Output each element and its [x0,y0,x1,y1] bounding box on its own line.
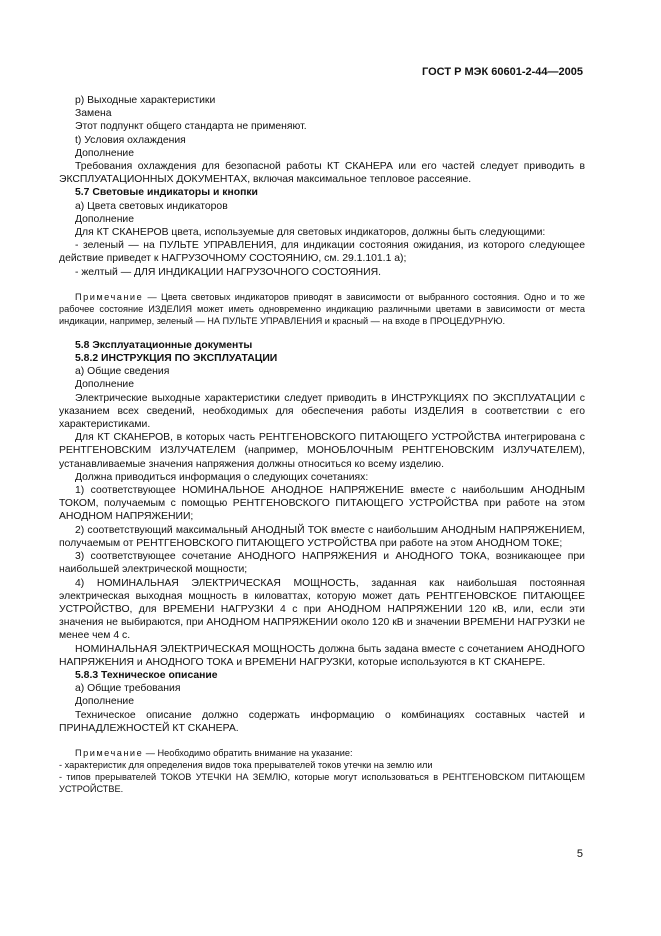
note-text: — Необходимо обратить внимание на указание: [143,747,353,758]
section-heading-5-8-3: 5.8.3 Техническое описание [75,669,218,681]
paragraph: а) Общие требования [75,683,181,695]
paragraph: - зеленый — на ПУЛЬТЕ УПРАВЛЕНИЯ, для индикации состояния ожидания, из которого следующее действие приведет к НАГРУЗОЧНОМУ СОСТОЯНИЮ, см. 29.1.101.1 а); [59,240,585,265]
paragraph: Для КТ СКАНЕРОВ, в которых часть РЕНТГЕНОВСКОГО ПИТАЮЩЕГО УСТРОЙСТВА интегрирована с РЕНТГЕНОВСКИМ ИЗЛУЧАТЕЛЕМ (например, МОНОБЛОЧНЫМ РЕНТГЕНОВСКИМ ИЗЛУЧАТЕЛЕМ), устанавливаемые значения напряжения должны относиться ко всему изделию. [59,432,585,470]
document-header: ГОСТ Р МЭК 60601-2-44—2005 [422,66,583,78]
paragraph: Этот подпункт общего стандарта не применяют. [75,121,307,133]
list-item: 4) НОМИНАЛЬНАЯ ЭЛЕКТРИЧЕСКАЯ МОЩНОСТЬ, заданная как наибольшая постоянная электрическая выходная мощность в киловаттах, которую может дать РЕНТГЕНОВСКОЕ ПИТАЮЩЕЕ УСТРОЙСТВО, для ВРЕМЕНИ НАГРУЗКИ 4 с при АНОДНОМ НАПРЯЖЕНИИ 120 кВ, или, если эти значения не выбираются, при АНОДНОМ НАПРЯЖЕНИИ около 120 кВ и значении ВРЕМЕНИ НАГРУЗКИ не менее чем 4 с. [59,577,585,642]
paragraph: Замена [75,108,112,120]
paragraph: Дополнение [75,213,135,225]
paragraph: Электрические выходные характеристики следует приводить в ИНСТРУКЦИЯХ ПО ЭКСПЛУАТАЦИИ с указанием всех сведений, необходимых для обеспечения работы ИЗДЕЛИЯ в соответствии с его характеристиками. [59,392,585,431]
list-item: 1) соответствующее НОМИНАЛЬНОЕ АНОДНОЕ НАПРЯЖЕНИЕ вместе с наибольшим АНОДНЫМ ТОКОМ, получаемым с помощью РЕНТГЕНОВСКОГО ПИТАЮЩЕГО УСТРОЙСТВА при работе на этом АНОДНОМ НАПРЯЖЕНИИ; [59,485,585,523]
paragraph: Дополнение [75,696,135,708]
page-number: 5 [576,848,583,860]
paragraph: Техническое описание должно содержать информацию о комбинациях составных частей и ПРИНАДЛЕЖНОСТЕЙ КТ СКАНЕРА. [59,709,585,734]
paragraph: Для КТ СКАНЕРОВ цвета, используемые для световых индикаторов, должны быть следующими: [75,227,546,239]
note-text: — Цвета световых индикаторов приводят в зависимости от выбранного состояния. Одно и то же рабочее состояние ИЗДЕЛИЯ может иметь одновременно индикацию различными цветами в зависимости от места индикации, например, зеленый — НА ПУЛЬТЕ УПРАВЛЕНИЯ и красный — на входе в ПРОЦЕДУРНУЮ. [59,291,585,326]
paragraph: р) Выходные характеристики [75,95,216,106]
paragraph: Дополнение [75,379,135,391]
paragraph: Дополнение [75,147,135,159]
note-line: - характеристик для определения видов тока прерывателей токов утечки на землю или [59,759,433,770]
page-body [59,94,585,795]
paragraph: а) Общие сведения [75,366,170,378]
paragraph: t) Условия охлаждения [75,134,186,146]
list-item: 2) соответствующий максимальный АНОДНЫЙ ТОК вместе с наибольшим АНОДНЫМ НАПРЯЖЕНИЕМ, получаемым от РЕНТГЕНОВСКОГО ПИТАЮЩЕГО УСТРОЙСТВА при работе на этом АНОДНОМ ТОКЕ; [59,524,585,549]
paragraph: НОМИНАЛЬНАЯ ЭЛЕКТРИЧЕСКАЯ МОЩНОСТЬ должна быть задана вместе с сочетанием АНОДНОГО НАПРЯЖЕНИЯ и АНОДНОГО ТОКА и ВРЕМЕНИ НАГРУЗКИ, которые используются в КТ СКАНЕРЕ. [59,643,585,668]
section-heading-5-8: 5.8 Эксплуатационные документы [75,339,253,351]
paragraph: а) Цвета световых индикаторов [75,200,228,212]
paragraph: - желтый — ДЛЯ ИНДИКАЦИИ НАГРУЗОЧНОГО СОСТОЯНИЯ. [75,266,381,278]
list-item: 3) соответствующее сочетание АНОДНОГО НАПРЯЖЕНИЯ и АНОДНОГО ТОКА, возникающее при наибольшей электрической мощности; [59,551,585,576]
paragraph: Должна приводиться информация о следующих сочетаниях: [75,471,369,483]
note-line: - типов прерывателей ТОКОВ УТЕЧКИ НА ЗЕМЛЮ, которые могут использоваться в РЕНТГЕНОВСКОМ ПИТАЮЩЕМ УСТРОЙСТВЕ. [59,771,585,794]
note [59,747,585,759]
note-label: Примечание [75,291,144,302]
section-heading-5-7: 5.7 Световые индикаторы и кнопки [75,187,258,199]
section-heading-5-8-2: 5.8.2 ИНСТРУКЦИЯ ПО ЭКСПЛУАТАЦИИ [75,353,278,365]
note [59,291,585,327]
note-label: Примечание [75,747,144,758]
paragraph: Требования охлаждения для безопасной работы КТ СКАНЕРА или его частей следует приводить в ЭКСПЛУАТАЦИОННЫХ ДОКУМЕНТАХ, включая максимальное тепловое рассеяние. [59,161,585,186]
